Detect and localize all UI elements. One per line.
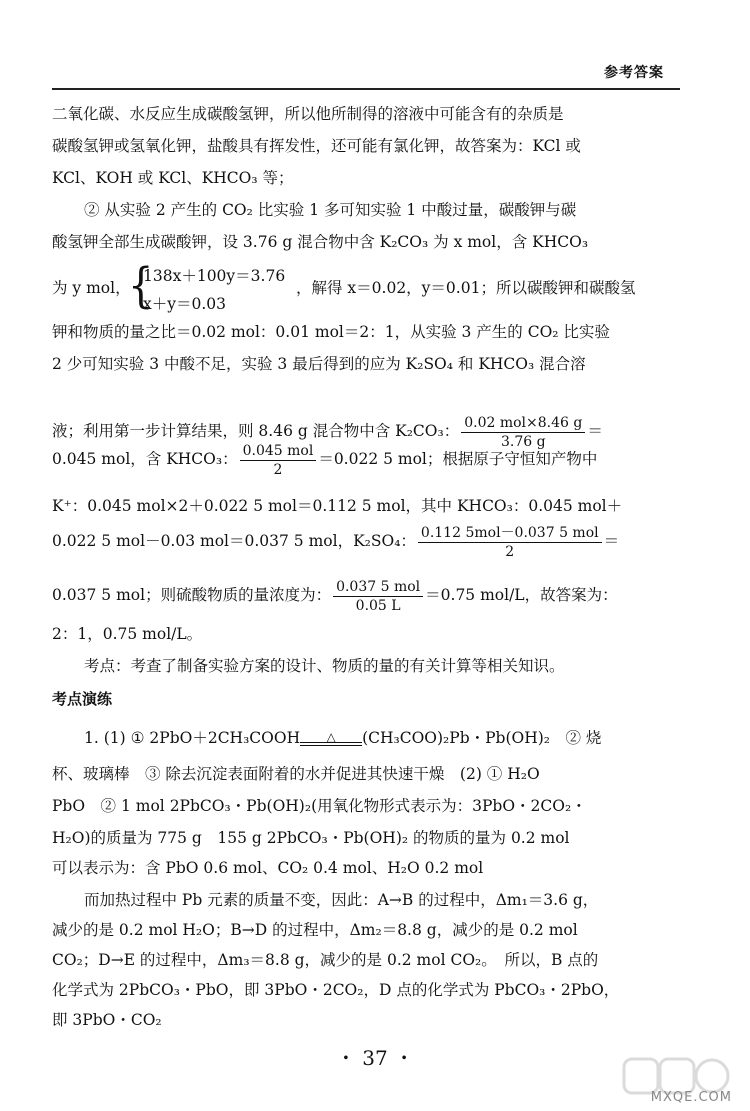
text-span: 0.022 5 mol－0.03 mol＝0.037 5 mol，K₂SO₄： [52, 532, 416, 550]
fraction [418, 524, 602, 561]
brace-symbol: { [128, 258, 154, 314]
equation-2: x＋y＝0.03 [143, 295, 227, 313]
fraction [333, 578, 423, 615]
denominator: 0.05 L [355, 597, 401, 614]
reaction-condition-arrow [300, 732, 362, 746]
numerator: 0.045 mol [240, 442, 317, 461]
text-line: 碳酸氢钾或氢氧化钾，盐酸具有挥发性，还可能有氯化钾，故答案为：KCl 或 [52, 137, 581, 155]
text-line: 即 3PbO・CO₂ [52, 1011, 162, 1029]
text-span: ＝ [603, 532, 620, 550]
header-rule [52, 88, 680, 90]
text-line: H₂O)的质量为 775 g 155 g 2PbCO₃・Pb(OH)₂ 的物质的量为 0.2 mol [52, 829, 570, 847]
fraction [240, 442, 317, 479]
page-header: 参考答案 [604, 65, 664, 81]
text-line: PbO ② 1 mol 2PbCO₃・Pb(OH)₂(用氧化物形式表示为：3PbO・2CO₂・ [52, 797, 587, 815]
text-line: 2 少可知实验 3 中酸不足，实验 3 最后得到的应为 K₂SO₄ 和 KHCO₃ 混合溶 [52, 355, 586, 373]
numerator: 0.112 5mol－0.037 5 mol [418, 524, 602, 543]
fraction-line [52, 440, 682, 479]
text-line: 酸氢钾全部生成碳酸钾，设 3.76 g 混合物中含 K₂CO₃ 为 x mol，含 KHCO₃ [52, 233, 589, 251]
text-span: 0.045 mol，含 KHCO₃： [52, 450, 238, 468]
denominator: 2 [505, 543, 515, 560]
numerator: 0.037 5 mol [333, 578, 423, 597]
text-span: 1. (1) ① 2PbO＋2CH₃COOH [84, 729, 301, 747]
page-number: ・ 37 ・ [335, 1046, 415, 1070]
text-span: 0.037 5 mol；则硫酸物质的量浓度为： [52, 586, 332, 604]
text-line: ② 从实验 2 产生的 CO₂ 比实验 1 多可知实验 1 中酸过量，碳酸钾与碳 [84, 201, 577, 219]
system-prefix: 为 y mol， [52, 279, 131, 297]
watermark-text: MXQE.COM [650, 1090, 732, 1105]
text-span: ＝0.022 5 mol；根据原子守恒知产物中 [318, 450, 598, 468]
text-line: 化学式为 2PbCO₃・PbO，即 3PbO・2CO₂，D 点的化学式为 PbCO₃・2PbO， [52, 981, 620, 999]
equation-1: 138x＋100y＝3.76 [143, 267, 286, 285]
heat-symbol: △ [326, 730, 336, 744]
text-line: 而加热过程中 Pb 元素的质量不变，因此：A→B 的过程中，Δm₁＝3.6 g， [84, 891, 599, 909]
text-span: (CH₃COO)₂Pb・Pb(OH)₂ ② 烧 [362, 729, 602, 747]
text-line: 杯、玻璃棒 ③ 除去沉淀表面附着的水并促进其快速干燥 (2) ① H₂O [52, 765, 540, 783]
reaction-equation [84, 724, 682, 752]
text-line: 2：1，0.75 mol/L。 [52, 625, 203, 643]
text-line: 可以表示为：含 PbO 0.6 mol、CO₂ 0.4 mol、H₂O 0.2 mol [52, 859, 484, 877]
text-line: CO₂；D→E 的过程中，Δm₃＝8.8 g，减少的是 0.2 mol CO₂。 所以，B 点的 [52, 951, 599, 969]
section-heading: 考点演练 [52, 690, 113, 708]
text-span: 液；利用第一步计算结果，则 8.46 g 混合物中含 K₂CO₃： [52, 422, 460, 440]
text-line: 钾和物质的量之比＝0.02 mol：0.01 mol＝2：1，从实验 3 产生的 CO₂ 比实验 [52, 323, 610, 341]
fraction-line [52, 522, 682, 561]
knowledge-point: 考点：考查了制备实验方案的设计、物质的量的有关计算等相关知识。 [84, 657, 565, 675]
text-span: ＝ [587, 422, 603, 440]
text-line: 减少的是 0.2 mol H₂O；B→D 的过程中，Δm₂＝8.8 g，减少的是 0.2 mol [52, 921, 578, 939]
numerator: 0.02 mol×8.46 g [461, 414, 585, 433]
denominator: 3.76 g [500, 433, 546, 450]
text-line: 二氧化碳、水反应生成碳酸氢钾，所以他所制得的溶液中可能含有的杂质是 [52, 105, 564, 123]
system-result: ，解得 x＝0.02，y＝0.01；所以碳酸钾和碳酸氢 [296, 279, 636, 297]
text-span: ＝0.75 mol/L，故答案为： [425, 586, 618, 604]
fraction-line [52, 576, 682, 615]
denominator: 2 [273, 461, 283, 478]
text-line: K⁺：0.045 mol×2＋0.022 5 mol＝0.112 5 mol，其中 KHCO₃：0.045 mol＋ [52, 497, 623, 515]
text-line: KCl、KOH 或 KCl、KHCO₃ 等； [52, 169, 294, 187]
